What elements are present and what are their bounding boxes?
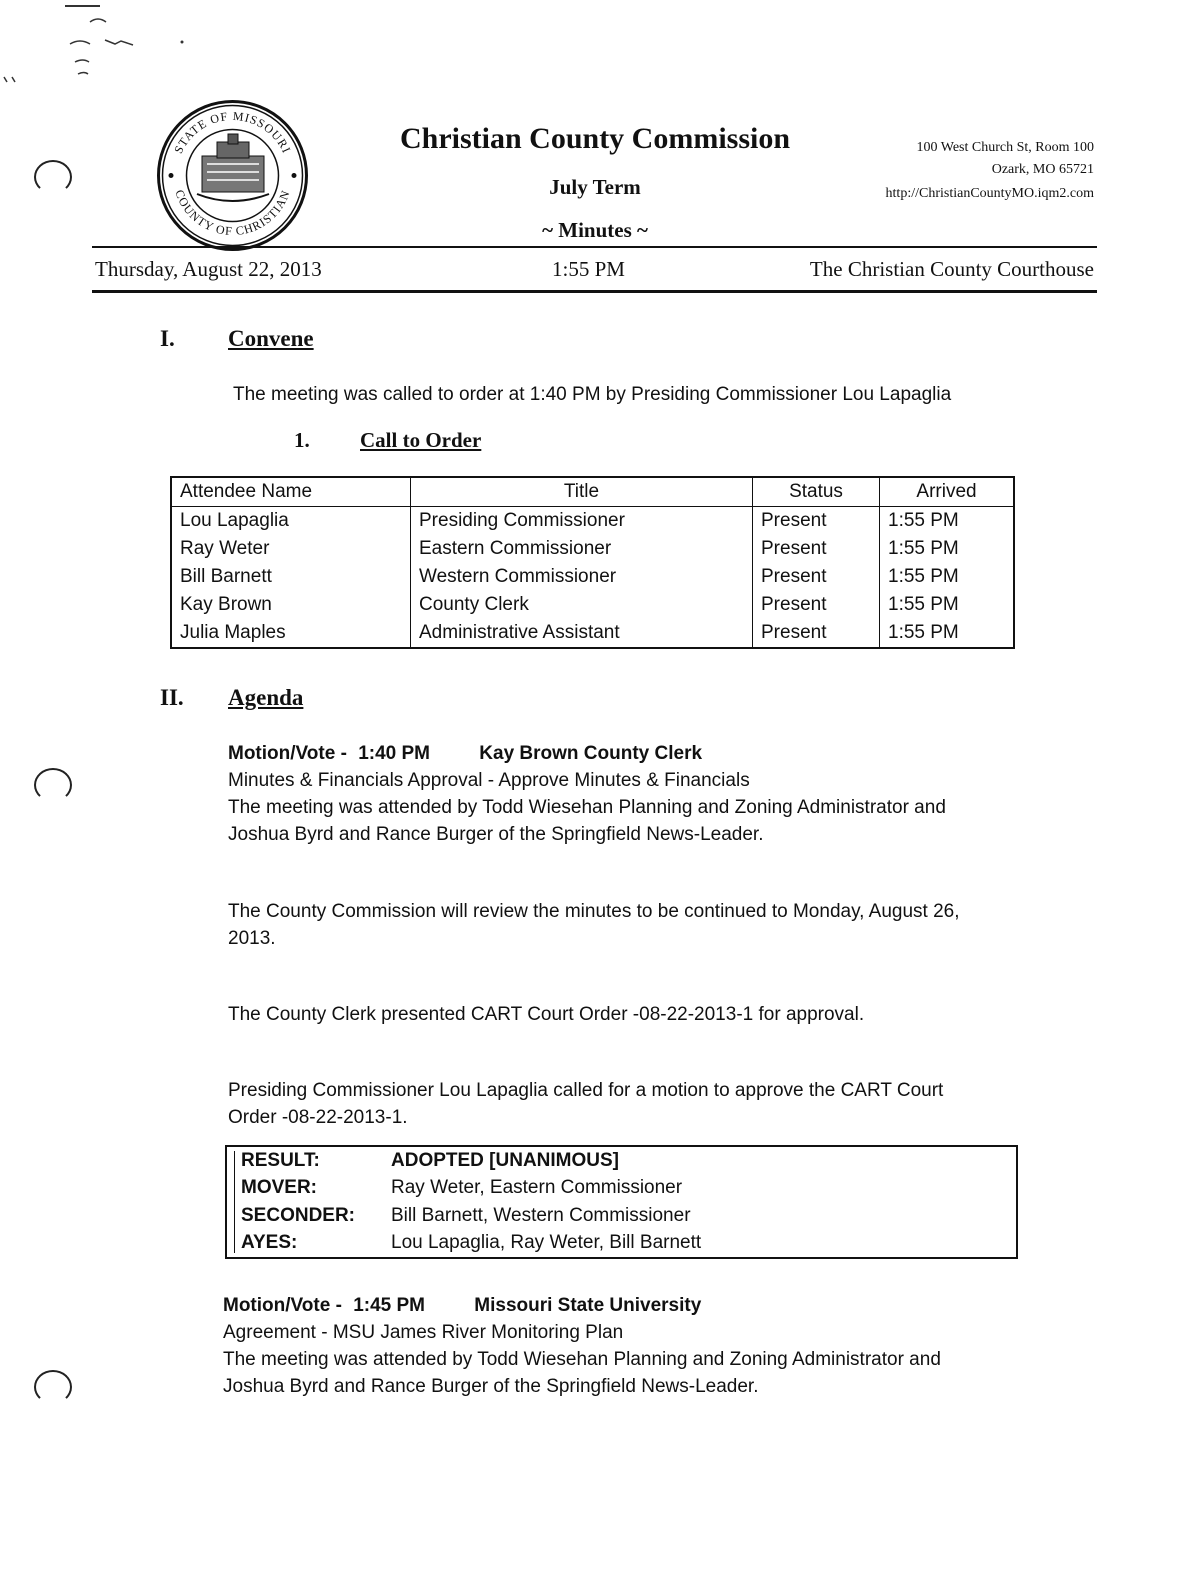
motion-presenter: Kay Brown County Clerk <box>479 743 703 764</box>
section-title-convene: Convene <box>228 326 314 351</box>
table-row <box>171 591 1014 619</box>
section-number: II. <box>160 685 184 710</box>
header-rule-top <box>92 246 1097 248</box>
attended-line-1: The meeting was attended by Todd Wiesehan Planning and Zoning Administrator and <box>223 1349 941 1370</box>
motion-time: 1:45 PM <box>353 1295 425 1316</box>
meeting-location: The Christian County Courthouse <box>809 257 1094 281</box>
motion-call-line-1: Presiding Commissioner Lou Lapaglia called for a motion to approve the CART Court <box>228 1080 944 1101</box>
ayes-value: Lou Lapaglia, Ray Weter, Bill Barnett <box>391 1232 702 1253</box>
convene-text: The meeting was called to order at 1:40 PM by Presiding Commissioner Lou Lapaglia <box>233 384 952 405</box>
attended-line-2: Joshua Byrd and Rance Burger of the Springfield News-Leader. <box>228 824 764 845</box>
handwritten-marks <box>60 0 200 80</box>
ayes-label: AYES: <box>241 1232 298 1253</box>
website-link: http://ChristianCountyMO.iqm2.com <box>885 186 1094 201</box>
attendee-arrived: 1:55 PM <box>880 591 1015 619</box>
attendee-status: Present <box>753 563 880 591</box>
table-row <box>171 535 1014 563</box>
svg-text:STATE OF MISSOURI: STATE OF MISSOURI <box>171 108 294 156</box>
motion-heading <box>223 1292 701 1319</box>
attendee-name: Kay Brown <box>171 591 411 619</box>
margin-mark-graphic <box>2 73 22 85</box>
motion-label: Motion/Vote - <box>223 1295 342 1316</box>
subsection-title-call-to-order: Call to Order <box>360 428 482 452</box>
table-row <box>171 563 1014 591</box>
attended-line-1: The meeting was attended by Todd Wiesehan Planning and Zoning Administrator and <box>228 797 946 818</box>
result-value: ADOPTED [UNANIMOUS] <box>391 1150 619 1171</box>
attendee-title: Administrative Assistant <box>411 619 753 648</box>
scribble-graphic <box>60 0 200 80</box>
mover-label: MOVER: <box>241 1177 317 1198</box>
document-type: ~ Minutes ~ <box>542 218 648 242</box>
attendee-status: Present <box>753 619 880 648</box>
attendee-status: Present <box>753 507 880 536</box>
motion-label: Motion/Vote - <box>228 743 347 764</box>
attendee-status: Present <box>753 535 880 563</box>
attendee-arrived: 1:55 PM <box>880 535 1015 563</box>
punch-hole <box>34 768 72 802</box>
header-rule-bottom <box>92 290 1097 293</box>
seconder-value: Bill Barnett, Western Commissioner <box>391 1205 691 1226</box>
attendance-header-row <box>171 477 1014 507</box>
attendee-arrived: 1:55 PM <box>880 619 1015 648</box>
attendee-arrived: 1:55 PM <box>880 507 1015 536</box>
vote-box-divider <box>234 1151 235 1253</box>
meeting-date: Thursday, August 22, 2013 <box>95 257 322 281</box>
motion-call-line-2: Order -08-22-2013-1. <box>228 1107 408 1128</box>
address-line-2: Ozark, MO 65721 <box>991 162 1094 177</box>
meeting-time: 1:55 PM <box>552 257 625 281</box>
review-line-1: The County Commission will review the minutes to be continued to Monday, August 26, <box>228 901 960 922</box>
seconder-label: SECONDER: <box>241 1205 356 1226</box>
vote-result-box <box>225 1145 1018 1259</box>
motion-presenter: Missouri State University <box>474 1295 702 1316</box>
punch-hole <box>34 1370 72 1404</box>
column-header-status: Status <box>753 477 880 507</box>
attended-line-2: Joshua Byrd and Rance Burger of the Springfield News-Leader. <box>223 1376 759 1397</box>
attendee-name: Ray Weter <box>171 535 411 563</box>
address-line-1: 100 West Church St, Room 100 <box>916 140 1094 155</box>
subsection-number: 1. <box>294 428 310 452</box>
motion-time: 1:40 PM <box>358 743 430 764</box>
term-label: July Term <box>549 175 641 199</box>
attendee-arrived: 1:55 PM <box>880 563 1015 591</box>
presented-text: The County Clerk presented CART Court Order -08-22-2013-1 for approval. <box>228 1004 865 1025</box>
attendee-status: Present <box>753 591 880 619</box>
section-number: I. <box>160 326 175 351</box>
review-line-2: 2013. <box>228 928 276 949</box>
column-header-name: Attendee Name <box>171 477 411 507</box>
column-header-title: Title <box>411 477 753 507</box>
attendee-name: Bill Barnett <box>171 563 411 591</box>
attendee-title: Presiding Commissioner <box>411 507 753 536</box>
motion-heading <box>228 740 702 767</box>
county-seal <box>155 98 310 253</box>
table-row <box>171 507 1014 536</box>
attendee-title: Western Commissioner <box>411 563 753 591</box>
punch-hole <box>34 160 72 194</box>
table-row <box>171 619 1014 648</box>
attendee-title: Eastern Commissioner <box>411 535 753 563</box>
organization-title: Christian County Commission <box>399 122 791 155</box>
section-title-agenda: Agenda <box>228 685 304 710</box>
attendance-table <box>170 476 1015 649</box>
margin-mark <box>2 72 22 84</box>
motion-subject: Agreement - MSU James River Monitoring Plan <box>223 1322 624 1343</box>
svg-text:COUNTY OF CHRISTIAN: COUNTY OF CHRISTIAN <box>172 187 293 239</box>
motion-subject: Minutes & Financials Approval - Approve Minutes & Financials <box>228 770 750 791</box>
result-label: RESULT: <box>241 1150 320 1171</box>
column-header-arrived: Arrived <box>880 477 1015 507</box>
attendee-name: Lou Lapaglia <box>171 507 411 536</box>
mover-value: Ray Weter, Eastern Commissioner <box>391 1177 683 1198</box>
attendee-title: County Clerk <box>411 591 753 619</box>
seal-graphic <box>155 98 310 253</box>
attendee-name: Julia Maples <box>171 619 411 648</box>
